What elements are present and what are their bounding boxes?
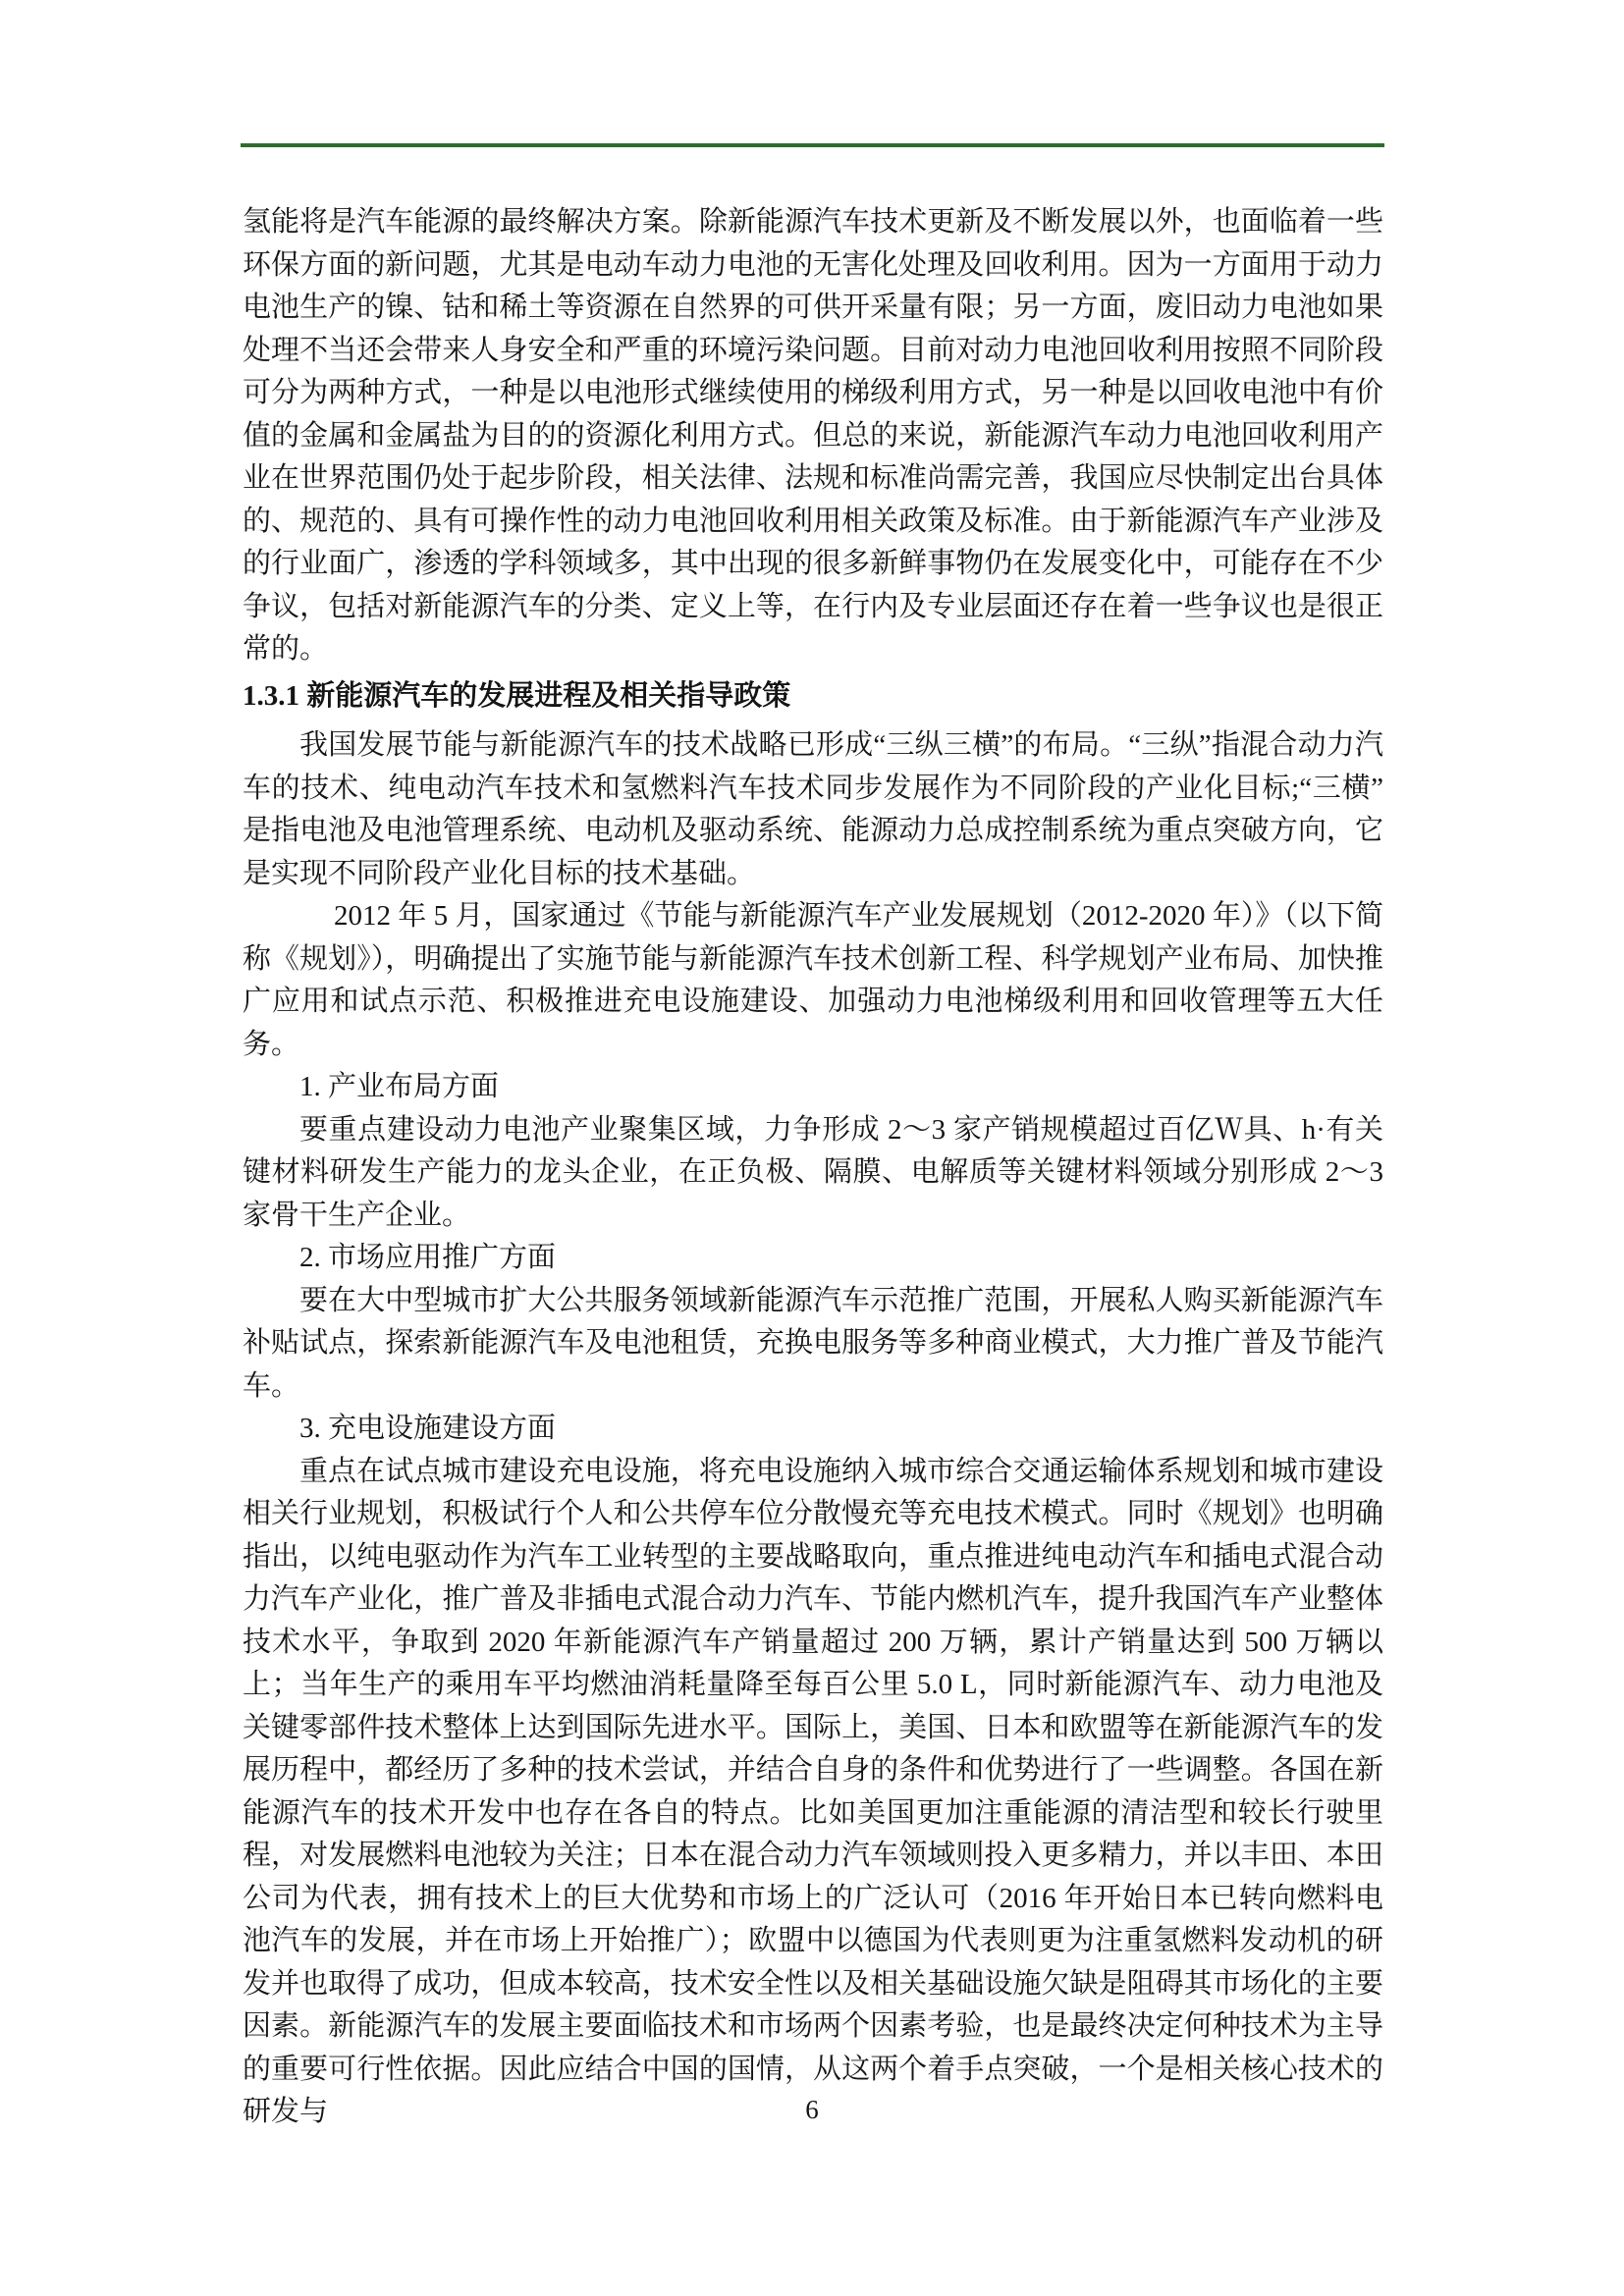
paragraph: 重点在试点城市建设充电设施，将充电设施纳入城市综合交通运输体系规划和城市建设相关行业规划，积极试行个人和公共停车位分散慢充等充电技术模式。同时《规划》也明确指出，以纯电驱动作为汽车工业转型的主要战略取向，重点推进纯电动汽车和插电式混合动力汽车产业化，推广普及非插电式混合动力汽车、节能内燃机汽车，提升我国汽车产业整体技术水平，争取到 2020 年新能源汽车产销量超过 200 万辆，累计产销量达到 500 万辆以上；当年生产的乘用车平均燃油消耗量降至每百公里 5.0 L，同时新能源汽车、动力电池及关键零部件技术整体上达到国际先进水平。国际上，美国、日本和欧盟等在新能源汽车的发展历程中，都经历了多种的技术尝试，并结合自身的条件和优势进行了一些调整。各国在新能源汽车的技术开发中也存在各自的特点。比如美国更加注重能源的清洁型和较长行驶里程，对发展燃料电池较为关注；日本在混合动力汽车领域则投入更多精力，并以丰田、本田公司为代表，拥有技术上的巨大优势和市场上的广泛认可（2016 年开始日本已转向燃料电池汽车的发展，并在市场上开始推广）；欧盟中以德国为代表则更为注重氢燃料发动机的研发并也取得了成功，但成本较高，技术安全性以及相关基础设施欠缺是阻碍其市场化的主要因素。新能源汽车的发展主要面临技术和市场两个因素考验，也是最终决定何种技术为主导的重要可行性依据。因此应结合中国的国情，从这两个着手点突破，一个是相关核心技术的研发与 — [243, 1455, 1383, 2127]
section-heading: 1.3.1 新能源汽车的发展进程及相关指导政策 — [243, 679, 791, 712]
paragraph: 我国发展节能与新能源汽车的技术战略已形成“三纵三横”的布局。“三纵”指混合动力汽车的技术、纯电动汽车技术和氢燃料汽车技术同步发展作为不同阶段的产业化目标;“三横”是指电池及电池管理系统、电动机及驱动系统、能源动力总成控制系统为重点突破方向，它是实现不同阶段产业化目标的技术基础。 — [243, 729, 1383, 889]
header-divider-line — [241, 143, 1384, 147]
paragraph: 要重点建设动力电池产业聚集区域，力争形成 2～3 家产销规模超过百亿Ｗ具、h·有关键材料研发生产能力的龙头企业，在正负极、隔膜、电解质等关键材料领域分别形成 2～3 家骨干生产企业。 — [243, 1113, 1383, 1231]
list-item: 2. 市场应用推广方面 — [299, 1242, 557, 1273]
paragraph: 要在大中型城市扩大公共服务领域新能源汽车示范推广范围，开展私人购买新能源汽车补贴试点，探索新能源汽车及电池租赁，充换电服务等多种商业模式，大力推广普及节能汽车。 — [243, 1284, 1383, 1402]
paragraph: 2012 年 5 月，国家通过《节能与新能源汽车产业发展规划（2012-2020 年）》（以下简称《规划》），明确提出了实施节能与新能源汽车技术创新工程、科学规划产业布局、加快推广应用和试点示范、积极推进充电设施建设、加强动力电池梯级利用和回收管理等五大任务。 — [243, 900, 1383, 1060]
document-body — [243, 201, 1383, 2134]
list-item: 3. 充电设施建设方面 — [299, 1413, 557, 1444]
list-item: 1. 产业布局方面 — [299, 1071, 500, 1102]
page-number: 6 — [805, 2095, 819, 2124]
paragraph: 氢能将是汽车能源的最终解决方案。除新能源汽车技术更新及不断发展以外，也面临着一些环保方面的新问题，尤其是电动车动力电池的无害化处理及回收利用。因为一方面用于动力电池生产的镍、钴和稀土等资源在自然界的可供开采量有限；另一方面，废旧动力电池如果处理不当还会带来人身安全和严重的环境污染问题。目前对动力电池回收利用按照不同阶段可分为两种方式，一种是以电池形式继续使用的梯级利用方式，另一种是以回收电池中有价值的金属和金属盐为目的的资源化利用方式。但总的来说，新能源汽车动力电池回收利用产业在世界范围仍处于起步阶段，相关法律、法规和标准尚需完善，我国应尽快制定出台具体的、规范的、具有可操作性的动力电池回收利用相关政策及标准。由于新能源汽车产业涉及的行业面广，渗透的学科领域多，其中出现的很多新鲜事物仍在发展变化中，可能存在不少争议，包括对新能源汽车的分类、定义上等，在行内及专业层面还存在着一些争议也是很正常的。 — [243, 206, 1383, 665]
